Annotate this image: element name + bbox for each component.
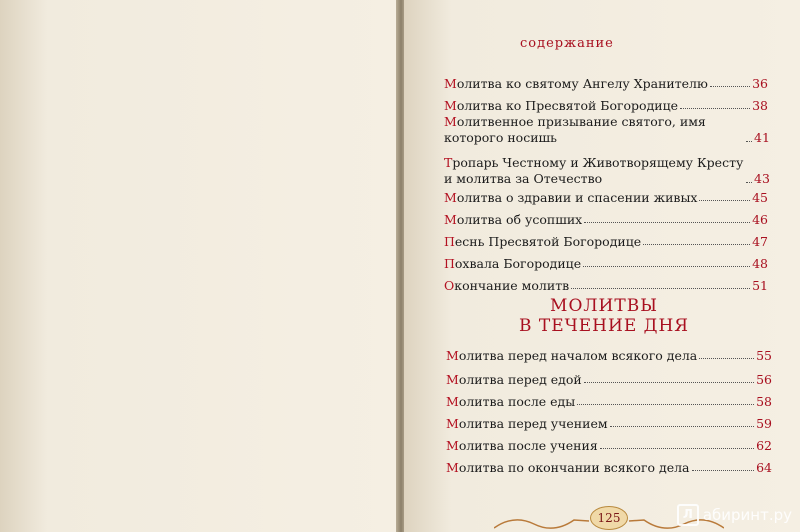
toc-entry-title: Молитва ко святому Ангелу Хранителю — [444, 76, 708, 91]
toc-entry-page: 64 — [756, 460, 772, 475]
toc-entry[interactable] — [446, 348, 772, 363]
toc-entry[interactable] — [446, 438, 772, 453]
page-number-right: 125 — [590, 506, 628, 530]
toc-entry-title: Молитва по окончании всякого дела — [446, 460, 690, 475]
toc-entry-page: 59 — [756, 416, 772, 431]
toc-entry-page: 51 — [752, 278, 768, 293]
leader-dots — [577, 404, 754, 405]
right-page — [0, 0, 396, 532]
leader-dots — [610, 426, 755, 427]
toc-list-daytime — [446, 0, 772, 532]
leader-dots — [600, 448, 754, 449]
running-header: содержание — [520, 36, 614, 51]
toc-entry-page: 36 — [752, 76, 768, 91]
toc-entry-page: 62 — [756, 438, 772, 453]
toc-entry-title: Молитва перед едой — [446, 372, 582, 387]
toc-entry-title: Молитва перед учением — [446, 416, 608, 431]
toc-entry-page: 48 — [752, 256, 768, 271]
leader-dots — [699, 358, 754, 359]
section-heading-line1: МОЛИТВЫ — [550, 296, 658, 316]
toc-entry-page: 55 — [756, 348, 772, 363]
watermark-text: абиринт.ру — [702, 506, 792, 524]
toc-entry-page: 47 — [752, 234, 768, 249]
toc-entry-title: Молитва об усопших — [444, 212, 583, 227]
toc-entry-title: Молитва после учения — [446, 438, 598, 453]
toc-entry[interactable] — [446, 416, 772, 431]
section-heading-line2: В ТЕЧЕНИЕ ДНЯ — [518, 316, 690, 336]
toc-entry-page: 56 — [756, 372, 772, 387]
toc-entry-page: 43 — [754, 171, 770, 186]
toc-entry-page: 45 — [752, 190, 768, 205]
toc-entry[interactable] — [446, 394, 772, 409]
toc-entry-title: Окончание молитв — [444, 278, 570, 293]
toc-entry-page: 41 — [754, 130, 770, 145]
toc-entry[interactable] — [446, 372, 772, 387]
leader-dots — [692, 470, 755, 471]
right-page-content — [404, 0, 800, 532]
toc-entry-title: Тропарь Честному и Животворящему Кресту и молитва за Отечество — [444, 155, 744, 186]
leader-dots — [584, 382, 754, 383]
toc-entry-title: Молитва ко Пресвятой Богородице — [444, 98, 679, 113]
toc-entry-title: Молитва перед началом всякого дела — [446, 348, 698, 363]
toc-entry-page: 38 — [752, 98, 768, 113]
toc-entry-title: Похвала Богородице — [444, 256, 582, 271]
toc-entry-title: Молитва после еды — [446, 394, 576, 409]
toc-entry-page: 46 — [752, 212, 768, 227]
toc-entry-page: 58 — [756, 394, 772, 409]
toc-entry[interactable] — [446, 460, 772, 475]
toc-entry-title: Песнь Пресвятой Богородице — [444, 234, 642, 249]
watermark — [677, 504, 792, 526]
toc-entry-title: Молитва о здравии и спасении живых — [444, 190, 698, 205]
toc-entry-title: Молитвенное призывание святого, имя которого носишь — [444, 114, 706, 145]
labirint-logo-icon: Л — [677, 504, 699, 526]
